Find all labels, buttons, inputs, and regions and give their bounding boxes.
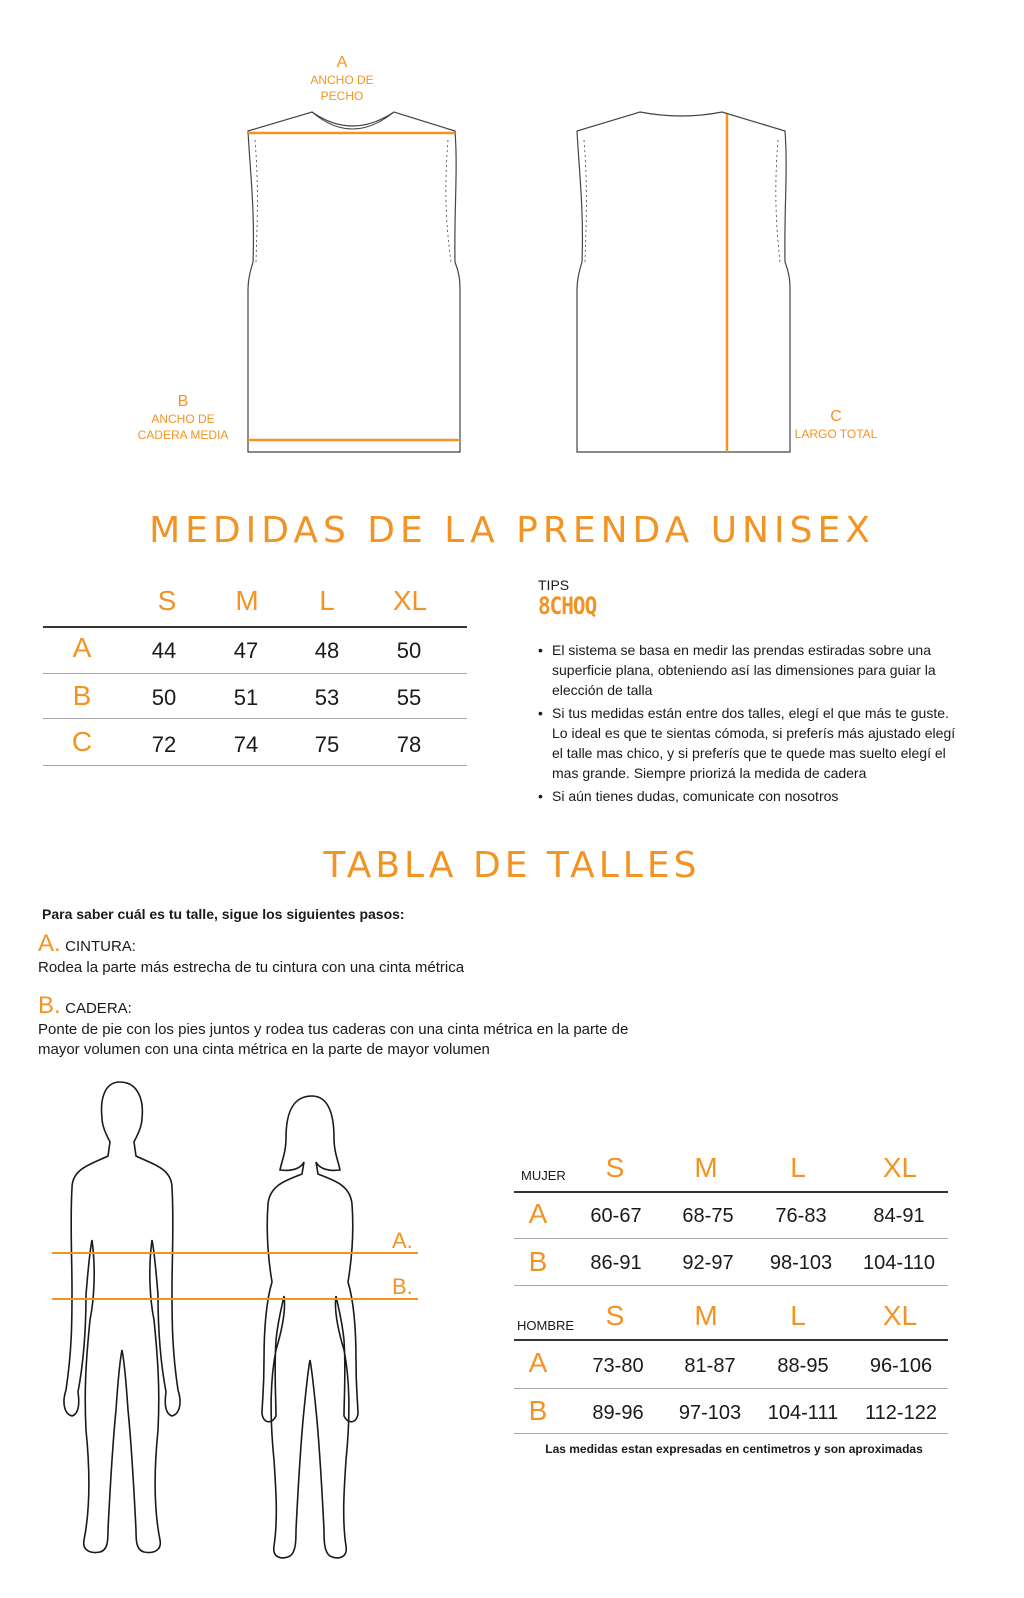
unisex-cell: 75 <box>314 732 340 757</box>
hip-width-text-2: CADERA MEDIA <box>137 428 229 442</box>
unisex-row-rule <box>43 718 467 719</box>
mujer-row-rule <box>514 1238 948 1239</box>
unisex-row-label: B <box>72 680 92 711</box>
mujer-size-xl: XL <box>882 1152 918 1183</box>
mujer-cell: 68-75 <box>682 1205 734 1227</box>
chest-width-text-1: ANCHO DE <box>310 73 374 87</box>
waist-line-label: A. <box>392 1228 413 1253</box>
mujer-cell: 104-110 <box>863 1252 935 1274</box>
hip-width-text-1: ANCHO DE <box>151 412 215 426</box>
female-figure-drawing <box>262 1096 358 1558</box>
mujer-row-rule <box>514 1285 948 1286</box>
tip-item: • Si tus medidas están entre dos talles, elegí el que más te guste. Lo ideal es que te sientas cómoda, si preferís más ajustado elegí el talle mas chico, y si preferís que te quede mas suelto elegí el mas grande. Siempre priorizá la medida de cadera <box>538 703 963 783</box>
hombre-size-s: S <box>605 1300 625 1331</box>
hombre-row-rule <box>514 1433 948 1434</box>
chest-width-text-2: PECHO <box>320 89 364 103</box>
step-a-text: Rodea la parte más estrecha de tu cintura con una cinta métrica <box>38 959 465 976</box>
step-a-title: CINTURA: <box>65 938 136 955</box>
unisex-cell: 55 <box>396 685 422 710</box>
talles-intro: Para saber cuál es tu talle, sigue los siguientes pasos: <box>42 906 405 922</box>
hombre-cell: 97-103 <box>678 1402 742 1424</box>
hombre-size-l: L <box>790 1300 806 1331</box>
total-length-text: LARGO TOTAL <box>794 427 878 441</box>
mujer-cell: 60-67 <box>590 1205 642 1227</box>
unisex-cell: 50 <box>151 685 177 710</box>
tank-top-front-drawing <box>248 112 460 452</box>
step-a <box>38 930 678 978</box>
mujer-size-m: M <box>694 1152 718 1183</box>
hombre-cell: 112-122 <box>865 1402 937 1424</box>
hombre-size-m: M <box>694 1300 718 1331</box>
mujer-label: MUJER <box>521 1168 566 1183</box>
tips-list <box>538 640 963 809</box>
hombre-cell: 81-87 <box>684 1355 736 1377</box>
unisex-cell: 50 <box>396 638 422 663</box>
chest-width-letter: A <box>336 54 348 71</box>
hombre-row-label: B <box>528 1395 548 1426</box>
step-a-letter: A. <box>38 930 61 957</box>
hombre-row-label: A <box>528 1347 548 1378</box>
unisex-title: MEDIDAS DE LA PRENDA UNISEX <box>149 510 875 551</box>
chest-width-label <box>292 54 392 104</box>
mujer-row-label: B <box>528 1246 548 1277</box>
step-b <box>38 992 648 1060</box>
unisex-size-s: S <box>157 585 177 616</box>
unisex-cell: 47 <box>233 638 259 663</box>
hip-width-letter: B <box>177 393 189 410</box>
hip-width-label <box>128 393 238 443</box>
male-figure-drawing <box>64 1082 180 1553</box>
hombre-cell: 96-106 <box>869 1355 933 1377</box>
unisex-cell: 74 <box>233 732 259 757</box>
talles-title: TABLA DE TALLES <box>323 845 701 886</box>
hombre-cell: 73-80 <box>592 1355 644 1377</box>
step-b-title: CADERA: <box>65 1000 132 1017</box>
hombre-cell: 88-95 <box>777 1355 829 1377</box>
unisex-row-rule <box>43 765 467 766</box>
tips-heading: TIPS <box>538 577 570 593</box>
hombre-header-rule <box>514 1339 948 1341</box>
mujer-size-s: S <box>605 1152 625 1183</box>
body-figures <box>0 1070 480 1570</box>
mujer-cell: 98-103 <box>769 1252 833 1274</box>
unisex-cell: 78 <box>396 732 422 757</box>
unisex-cell: 51 <box>233 685 259 710</box>
tip-item: • El sistema se basa en medir las prendas estiradas sobre una superficie plana, obteniendo así las dimensiones para guiar la elección de talla <box>538 640 963 700</box>
step-b-text: Ponte de pie con los pies juntos y rodea tus caderas con una cinta métrica en la parte de mayor volumen con una cinta métrica en la parte de mayor volumen <box>38 1021 629 1058</box>
step-b-letter: B. <box>38 992 61 1019</box>
total-length-label <box>786 408 886 442</box>
total-length-letter: C <box>830 408 842 425</box>
size-footnote: Las medidas estan expresadas en centimetros y son aproximadas <box>545 1442 923 1456</box>
tip-item: • Si aún tienes dudas, comunicate con nosotros <box>538 786 963 806</box>
hombre-cell: 104-111 <box>767 1402 839 1424</box>
hip-line-label: B. <box>392 1274 413 1299</box>
hombre-row-rule <box>514 1388 948 1389</box>
unisex-row-label: C <box>71 726 93 757</box>
unisex-cell: 44 <box>151 638 177 663</box>
mujer-cell: 76-83 <box>775 1205 827 1227</box>
tank-top-back-drawing <box>577 112 790 452</box>
unisex-size-xl: XL <box>392 585 428 616</box>
unisex-cell: 53 <box>314 685 340 710</box>
hombre-cell: 89-96 <box>592 1402 644 1424</box>
unisex-header-rule <box>43 626 467 628</box>
hombre-label: HOMBRE <box>517 1318 575 1333</box>
mujer-row-label: A <box>528 1198 548 1229</box>
unisex-cell: 48 <box>314 638 340 663</box>
hombre-size-xl: XL <box>882 1300 918 1331</box>
mujer-cell: 84-91 <box>873 1205 925 1227</box>
mujer-size-l: L <box>790 1152 806 1183</box>
unisex-cell: 72 <box>151 732 177 757</box>
mujer-cell: 86-91 <box>590 1252 642 1274</box>
unisex-row-rule <box>43 673 467 674</box>
unisex-row-label: A <box>72 632 92 663</box>
unisex-size-l: L <box>319 585 335 616</box>
brand-logo: 8CHOQ <box>538 592 597 620</box>
mujer-cell: 92-97 <box>682 1252 734 1274</box>
mujer-header-rule <box>514 1191 948 1193</box>
unisex-size-m: M <box>235 585 259 616</box>
